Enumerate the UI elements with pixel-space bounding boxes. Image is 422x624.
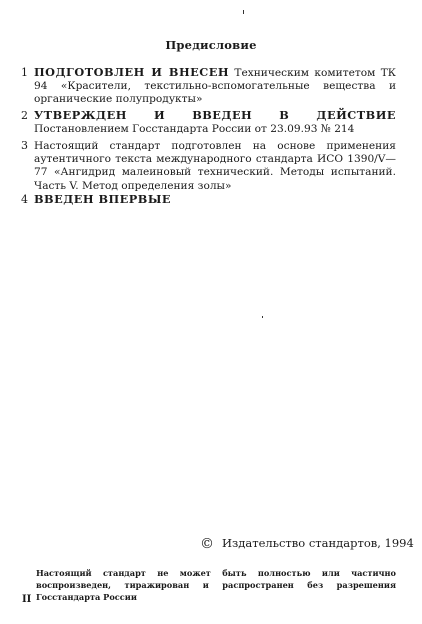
page-number: II — [22, 594, 32, 605]
item-body — [34, 66, 396, 107]
copyright-line — [200, 536, 414, 552]
item-body — [34, 193, 396, 207]
item-number: 2 — [21, 109, 28, 122]
item-text: Постановлением Госстандарта России от 23.09.93 № 214 — [34, 123, 355, 136]
foreword-item-2 — [21, 109, 396, 136]
scan-speck — [243, 10, 244, 14]
foreword-item-1 — [21, 66, 396, 107]
item-text: Настоящий стандарт подготовлен на основе применения аутентичного текста международного стандарта ИСО 1390/V—77 «Ангидрид малеиновый технический. Методы испытаний. Часть V. Метод определения золы» — [34, 140, 396, 192]
item-heading: УТВЕРЖДЕН И ВВЕДЕН В ДЕЙСТВИЕ — [34, 108, 396, 122]
item-body — [34, 109, 396, 136]
scan-speck — [262, 316, 263, 318]
reproduction-notice: Настоящий стандарт не может быть полностью или частично воспроизведен, тиражирован и распространен без разрешения Госстандарта России — [36, 568, 396, 602]
item-heading: ПОДГОТОВЛЕН И ВНЕСЕН — [34, 65, 230, 79]
foreword-item-4 — [21, 193, 396, 207]
item-number: 4 — [21, 193, 28, 206]
item-text: Техническим комитетом ТК 94 «Красители, текстильно-вспомогательные вещества и органические полупродукты» — [34, 67, 396, 106]
item-body — [34, 139, 396, 193]
item-number: 1 — [21, 66, 28, 79]
page-title: Предисловие — [165, 38, 257, 52]
foreword-item-3 — [21, 139, 396, 193]
item-number: 3 — [21, 139, 28, 152]
copyright-text: Издательство стандартов, 1994 — [222, 536, 414, 550]
copyright-icon: © — [200, 536, 214, 552]
item-heading: ВВЕДЕН ВПЕРВЫЕ — [34, 192, 172, 206]
